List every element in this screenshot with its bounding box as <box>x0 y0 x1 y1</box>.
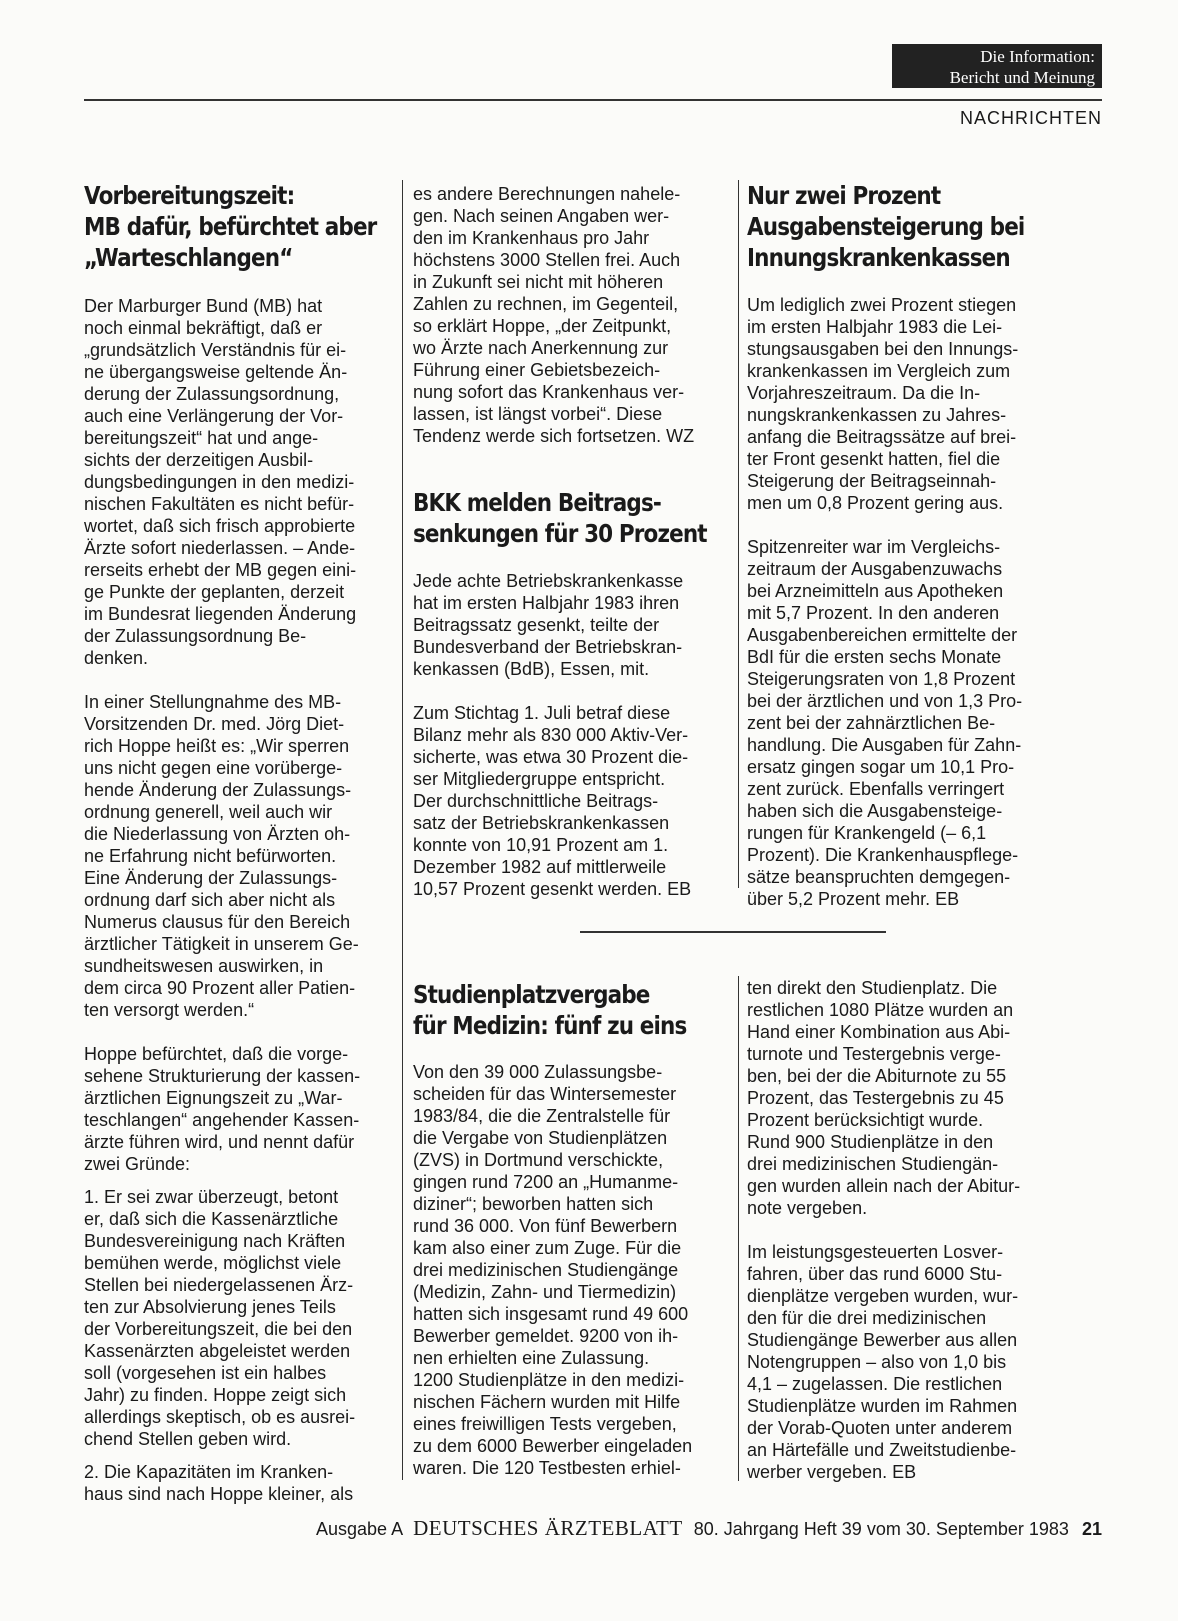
text-line: ten versorgt werden.“ <box>84 1000 255 1020</box>
text-line: Beitragssatz gesenkt, teilte der <box>413 615 660 635</box>
text-line: Studiengänge Bewerber aus allen <box>747 1330 1018 1350</box>
text-line: die Niederlassung von Ärzten oh- <box>84 824 351 844</box>
text-line: ter Front gesenkt hatten, fiel die <box>747 449 1001 469</box>
text-line: diziner“; beworben hatten sich <box>413 1194 654 1214</box>
text-line: rund 36 000. Von fünf Bewerbern <box>413 1216 678 1236</box>
text-line: handlung. Die Ausgaben für Zahn- <box>747 735 1022 755</box>
text-line: 2. Die Kapazitäten im Kranken- <box>84 1462 334 1482</box>
text-line: in Zukunft sei nicht mit höheren <box>413 272 664 292</box>
text-line: gen. Nach seinen Angaben wer- <box>413 206 670 226</box>
text-line: drei medizinischen Studiengänge <box>413 1260 679 1280</box>
text-line: Numerus clausus für den Bereich <box>84 912 351 932</box>
paragraph <box>413 702 731 900</box>
text-line: Dezember 1982 auf mittlerweile <box>413 857 667 877</box>
text-line: der Vorab-Quoten unter anderem <box>747 1418 1013 1438</box>
text-line: Der durchschnittliche Beitrags- <box>413 791 659 811</box>
text-line: Vorsitzenden Dr. med. Jörg Diet- <box>84 714 345 734</box>
text-line: BdI für die ersten sechs Monate <box>747 647 1002 667</box>
page-footer <box>84 1516 1102 1541</box>
article-separator <box>580 931 886 933</box>
text-line: Zahlen zu rechnen, im Gegenteil, <box>413 294 679 314</box>
article-headline: Vorbereitungszeit: MB dafür, befürchtet aber „Warteschlangen“ <box>84 181 377 272</box>
text-line: nischen Fächern wurden mit Hilfe <box>413 1392 681 1412</box>
text-line: Der Marburger Bund (MB) hat <box>84 296 323 316</box>
text-line: Ärzte sofort niederlassen. – Ande- <box>84 538 356 558</box>
text-line: Spitzenreiter war im Vergleichs- <box>747 537 1001 557</box>
issue-info: 80. Jahrgang Heft 39 vom 30. September 1983 <box>693 1519 1069 1539</box>
paragraph <box>413 183 731 447</box>
paragraph <box>413 570 731 680</box>
text-line: (Medizin, Zahn- und Tiermedizin) <box>413 1282 677 1302</box>
text-line: sicherte, was etwa 30 Prozent die- <box>413 747 689 767</box>
text-line: im Bundesrat liegenden Änderung <box>84 604 357 624</box>
article-studienplatzvergabe-continued <box>747 977 1087 1483</box>
text-line: krankenkassen im Vergleich zum <box>747 361 1011 381</box>
edition-label: Ausgabe A <box>316 1519 403 1539</box>
paragraph <box>747 1241 1087 1483</box>
text-line: auch eine Verlängerung der Vor- <box>84 406 344 426</box>
text-line: zent bei der zahnärztlichen Be- <box>747 713 996 733</box>
text-line: ge Punkte der geplanten, derzeit <box>84 582 345 602</box>
text-line: es andere Berechnungen nahele- <box>413 184 681 204</box>
text-line: noch einmal bekräftigt, daß er <box>84 318 323 338</box>
paragraph <box>747 977 1087 1219</box>
text-line: zeitraum der Ausgabenzuwachs <box>747 559 1003 579</box>
text-line: haus sind nach Hoppe kleiner, als <box>84 1484 354 1504</box>
text-line: 1983/84, die die Zentralstelle für <box>413 1106 671 1126</box>
paragraph <box>84 1186 399 1450</box>
section-label-line2: Bericht und Meinung <box>949 68 1095 87</box>
text-line: drei medizinischen Studiengän- <box>747 1154 999 1174</box>
text-line: werber vergeben. EB <box>747 1462 917 1482</box>
text-line: höchstens 3000 Stellen frei. Auch <box>413 250 681 270</box>
text-line: zent zurück. Ebenfalls verringert <box>747 779 1005 799</box>
text-line: In einer Stellungnahme des MB- <box>84 692 342 712</box>
text-line: sichts der derzeitigen Ausbil- <box>84 450 314 470</box>
text-line: lassen, ist längst vorbei“. Diese <box>413 404 663 424</box>
text-line: sundheitswesen auswirken, in <box>84 956 324 976</box>
text-line: gingen rund 7200 an „Humanme- <box>413 1172 679 1192</box>
text-line: dungsbedingungen in den medizi- <box>84 472 355 492</box>
article-innungskrankenkassen <box>747 180 1087 910</box>
text-line: derung der Zulassungsordnung, <box>84 384 340 404</box>
text-line: Prozent berücksichtigt wurde. <box>747 1110 984 1130</box>
text-line: bei Arzneimitteln aus Apotheken <box>747 581 1004 601</box>
text-line: 1200 Studienplätze in den medizi- <box>413 1370 685 1390</box>
page-number: 21 <box>1081 1519 1102 1539</box>
article-headline: Nur zwei Prozent Ausgabensteigerung bei Innungskrankenkassen <box>747 181 1025 272</box>
text-line: eines freiwilligen Tests vergeben, <box>413 1414 677 1434</box>
text-line: Jede achte Betriebskrankenkasse <box>413 571 684 591</box>
text-line: „grundsätzlich Verständnis für ei- <box>84 340 347 360</box>
text-line: allerdings skeptisch, ob es ausrei- <box>84 1407 356 1427</box>
text-line: sätze beanspruchten demgegen- <box>747 867 1011 887</box>
text-line: zu dem 6000 Bewerber eingeladen <box>413 1436 693 1456</box>
text-line: 4,1 – zugelassen. Die restlichen <box>747 1374 1003 1394</box>
text-line: wo Ärzte nach Anerkennung zur <box>413 338 669 358</box>
text-line: ten zur Absolvierung jenes Teils <box>84 1297 336 1317</box>
text-line: sehene Strukturierung der kassen- <box>84 1066 361 1086</box>
text-line: dienplätze vergeben wurden, wur- <box>747 1286 1019 1306</box>
text-line: satz der Betriebskrankenkassen <box>413 813 670 833</box>
text-line: haben sich die Ausgabensteige- <box>747 801 1003 821</box>
text-line: turnote und Testergebnis verge- <box>747 1044 1001 1064</box>
text-line: Notengruppen – also von 1,0 bis <box>747 1352 1007 1372</box>
column-rule <box>402 180 403 1480</box>
text-line: wortet, daß sich frisch approbierte <box>84 516 356 536</box>
text-line: Hoppe befürchtet, daß die vorge- <box>84 1044 349 1064</box>
text-line: im ersten Halbjahr 1983 die Lei- <box>747 317 1003 337</box>
text-line: Prozent, das Testergebnis zu 45 <box>747 1088 1004 1108</box>
text-line: soll (vorgesehen ist ein halbes <box>84 1363 327 1383</box>
text-line: zwei Gründe: <box>84 1154 191 1174</box>
text-line: Prozent). Die Krankenhauspflege- <box>747 845 1019 865</box>
text-line: chend Stellen geben wird. <box>84 1429 292 1449</box>
text-line: Studienplätze wurden im Rahmen <box>747 1396 1018 1416</box>
text-line: konnte von 10,91 Prozent am 1. <box>413 835 669 855</box>
text-line: ben, bei der die Abiturnote zu 55 <box>747 1066 1007 1086</box>
text-line: Bundesvereinigung nach Kräften <box>84 1231 346 1251</box>
text-line: hat im ersten Halbjahr 1983 ihren <box>413 593 680 613</box>
text-line: uns nicht gegen eine vorüberge- <box>84 758 343 778</box>
text-line: ordnung darf sich aber nicht als <box>84 890 336 910</box>
text-line: nen erhielten eine Zulassung. <box>413 1348 650 1368</box>
column-rule <box>738 180 739 888</box>
text-line: nischen Fakultäten es nicht befür- <box>84 494 355 514</box>
text-line: er, daß sich die Kassenärztliche <box>84 1209 339 1229</box>
text-line: teschlangen“ angehender Kassen- <box>84 1110 360 1130</box>
paragraph <box>84 1043 399 1175</box>
article-headline: Studienplatzvergabe für Medizin: fünf zu eins <box>413 980 687 1040</box>
text-line: waren. Die 120 Testbesten erhiel- <box>413 1458 681 1478</box>
article-bkk <box>413 487 731 900</box>
text-line: über 5,2 Prozent mehr. EB <box>747 889 960 909</box>
text-line: der Vorbereitungszeit, die bei den <box>84 1319 353 1339</box>
text-line: gen wurden allein nach der Abitur- <box>747 1176 1021 1196</box>
text-line: die Vergabe von Studienplätzen <box>413 1128 668 1148</box>
text-line: ten direkt den Studienplatz. Die <box>747 978 998 998</box>
section-kicker: NACHRICHTEN <box>959 108 1102 128</box>
section-label-line1: Die Information: <box>980 47 1095 66</box>
text-line: nung sofort das Krankenhaus ver- <box>413 382 685 402</box>
text-line: hatten sich insgesamt rund 49 600 <box>413 1304 689 1324</box>
text-line: den für die drei medizinischen <box>747 1308 987 1328</box>
text-line: Hand einer Kombination aus Abi- <box>747 1022 1011 1042</box>
article-vorbereitungszeit <box>84 180 399 1505</box>
column-rule <box>738 976 739 1481</box>
text-line: rungen für Krankengeld (– 6,1 <box>747 823 987 843</box>
masthead: DEUTSCHES ÄRZTEBLATT <box>413 1516 683 1540</box>
text-line: Kassenärzten abgeleistet werden <box>84 1341 351 1361</box>
text-line: Bundesverband der Betriebskran- <box>413 637 683 657</box>
text-line: ärztlichen Eignungszeit zu „War- <box>84 1088 343 1108</box>
text-line: fahren, über das rund 6000 Stu- <box>747 1264 1003 1284</box>
text-line: Rund 900 Studienplätze in den <box>747 1132 994 1152</box>
paragraph <box>84 295 399 669</box>
text-line: men um 0,8 Prozent gering aus. <box>747 493 1004 513</box>
text-line: ser Mitgliedergruppe entspricht. <box>413 769 666 789</box>
text-line: ärzte führen wird, und nennt dafür <box>84 1132 355 1152</box>
text-line: scheiden für das Wintersemester <box>413 1084 677 1104</box>
text-line: mit 5,7 Prozent. In den anderen <box>747 603 1000 623</box>
text-line: note vergeben. <box>747 1198 868 1218</box>
text-line: der Zulassungsordnung Be- <box>84 626 307 646</box>
text-line: anfang die Beitragssätze auf brei- <box>747 427 1017 447</box>
text-line: Stellen bei niedergelassenen Ärz- <box>84 1275 354 1295</box>
paragraph <box>413 1061 731 1479</box>
text-line: stungsausgaben bei den Innungs- <box>747 339 1019 359</box>
text-line: Bilanz mehr als 830 000 Aktiv-Ver- <box>413 725 689 745</box>
text-line: Im leistungsgesteuerten Losver- <box>747 1242 1004 1262</box>
text-line: kam also einer zum Zuge. Für die <box>413 1238 682 1258</box>
text-line: Von den 39 000 Zulassungsbe- <box>413 1062 663 1082</box>
text-line: Jahr) zu finden. Hoppe zeigt sich <box>84 1385 347 1405</box>
text-line: 1. Er sei zwar überzeugt, betont <box>84 1187 339 1207</box>
text-line: Vorjahreszeitraum. Da die In- <box>747 383 981 403</box>
text-line: den im Krankenhaus pro Jahr <box>413 228 650 248</box>
text-line: denken. <box>84 648 149 668</box>
text-line: (ZVS) in Dortmund verschickte, <box>413 1150 664 1170</box>
text-line: dem circa 90 Prozent aller Patien- <box>84 978 356 998</box>
text-line: rich Hoppe heißt es: „Wir sperren <box>84 736 350 756</box>
text-line: Tendenz werde sich fortsetzen. WZ <box>413 426 695 446</box>
text-line: Ausgabenbereichen ermittelte der <box>747 625 1018 645</box>
paragraph <box>747 536 1087 910</box>
text-line: Steigerungsraten von 1,8 Prozent <box>747 669 1016 689</box>
article-vorbereitungszeit-continued <box>413 183 731 447</box>
text-line: ersatz gingen sogar um 10,1 Pro- <box>747 757 1015 777</box>
text-line: Eine Änderung der Zulassungs- <box>84 868 338 888</box>
text-line: bemühen werde, möglichst viele <box>84 1253 342 1273</box>
top-rule <box>84 99 1102 101</box>
text-line: so erklärt Hoppe, „der Zeitpunkt, <box>413 316 672 336</box>
text-line: Bewerber gemeldet. 9200 von ih- <box>413 1326 679 1346</box>
text-line: 10,57 Prozent gesenkt werden. EB <box>413 879 692 899</box>
text-line: ärztlicher Tätigkeit in unserem Ge- <box>84 934 359 954</box>
text-line: Um lediglich zwei Prozent stiegen <box>747 295 1017 315</box>
text-line: bereitungszeit“ hat und ange- <box>84 428 319 448</box>
text-line: Führung einer Gebietsbezeich- <box>413 360 661 380</box>
section-label <box>892 44 1102 88</box>
text-line: an Härtefälle und Zweitstudienbe- <box>747 1440 1017 1460</box>
text-line: rerseits erhebt der MB gegen eini- <box>84 560 357 580</box>
text-line: ne Erfahrung nicht befürworten. <box>84 846 337 866</box>
article-studienplatzvergabe <box>413 979 731 1479</box>
paragraph <box>84 691 399 1021</box>
text-line: restlichen 1080 Plätze wurden an <box>747 1000 1014 1020</box>
text-line: bei der ärztlichen und von 1,3 Pro- <box>747 691 1023 711</box>
paragraph <box>84 1461 399 1505</box>
text-line: kenkassen (BdB), Essen, mit. <box>413 659 650 679</box>
text-line: Zum Stichtag 1. Juli betraf diese <box>413 703 671 723</box>
text-line: ordnung generell, weil auch wir <box>84 802 333 822</box>
text-line: Steigerung der Beitragseinnah- <box>747 471 997 491</box>
article-headline: BKK melden Beitrags- senkungen für 30 Prozent <box>413 488 707 548</box>
text-line: nungskrankenkassen zu Jahres- <box>747 405 1007 425</box>
text-line: hende Änderung der Zulassungs- <box>84 780 352 800</box>
paragraph <box>747 294 1087 514</box>
text-line: ne übergangsweise geltende Än- <box>84 362 348 382</box>
